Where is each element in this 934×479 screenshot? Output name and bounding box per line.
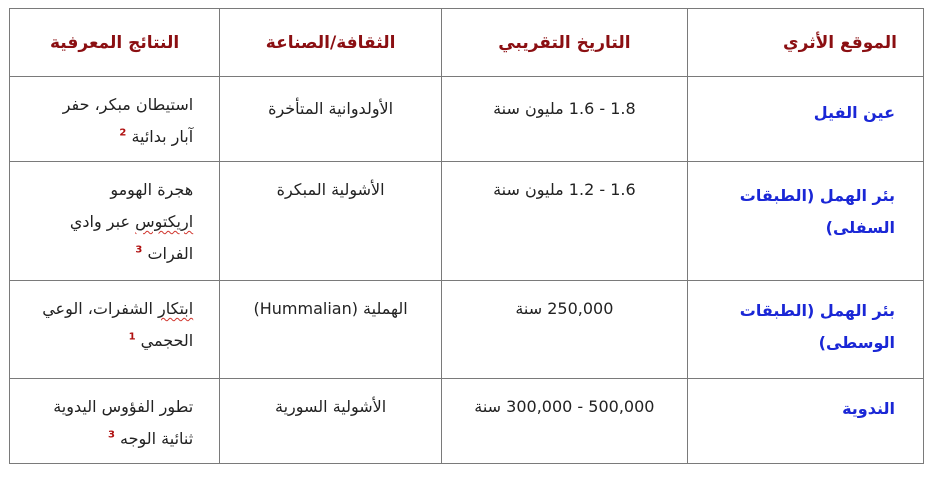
result-cell — [10, 379, 220, 464]
culture-cell: الأولدوانية المتأخرة — [220, 77, 442, 162]
archaeological-sites-table — [9, 8, 924, 464]
table-row — [10, 162, 924, 281]
table-header-row — [10, 9, 924, 77]
result-text: الحجمي — [140, 331, 194, 350]
header-result: النتائج المعرفية — [10, 9, 220, 77]
findings-table-container — [9, 8, 924, 464]
result-text: تطور الفؤوس اليدوية — [53, 397, 194, 416]
table-row — [10, 379, 924, 464]
result-cell — [10, 77, 220, 162]
result-cell — [10, 281, 220, 379]
result-text: الفرات — [147, 244, 194, 263]
result-text: آبار بدائية — [131, 127, 194, 146]
result-text: هجرة الهومو — [110, 180, 194, 199]
result-cell — [10, 162, 220, 281]
result-text: عبر وادي — [69, 212, 136, 231]
date-cell: 1.6 - 1.2 مليون سنة — [442, 162, 688, 281]
site-cell: بئر الهمل (الطبقات السفلى) — [687, 162, 923, 281]
result-text: ثنائية الوجه — [120, 429, 194, 448]
result-text: الشفرات، الوعي — [42, 299, 159, 318]
site-cell: بئر الهمل (الطبقات الوسطى) — [687, 281, 923, 379]
date-cell: 500,000 - 300,000 سنة — [442, 379, 688, 464]
table-row — [10, 77, 924, 162]
header-date: التاريخ التقريبي — [442, 9, 688, 77]
citation-ref[interactable]: 1 — [128, 331, 136, 343]
date-cell: 250,000 سنة — [442, 281, 688, 379]
spellcheck-word[interactable]: اريكتوس — [135, 212, 194, 231]
citation-ref[interactable]: 2 — [119, 127, 127, 139]
header-culture: الثقافة/الصناعة — [220, 9, 442, 77]
table-row — [10, 281, 924, 379]
site-cell: عين الفيل — [687, 77, 923, 162]
header-site: الموقع الأثري — [687, 9, 923, 77]
culture-cell: الأشولية السورية — [220, 379, 442, 464]
spellcheck-word[interactable]: ابتكار — [158, 299, 194, 318]
culture-cell: الأشولية المبكرة — [220, 162, 442, 281]
site-cell: الندوية — [687, 379, 923, 464]
citation-ref[interactable]: 3 — [135, 244, 143, 256]
date-cell: 1.8 - 1.6 مليون سنة — [442, 77, 688, 162]
result-text: استيطان مبكر، حفر — [62, 95, 194, 114]
citation-ref[interactable]: 3 — [107, 429, 115, 441]
culture-cell: الهملية (Hummalian) — [220, 281, 442, 379]
